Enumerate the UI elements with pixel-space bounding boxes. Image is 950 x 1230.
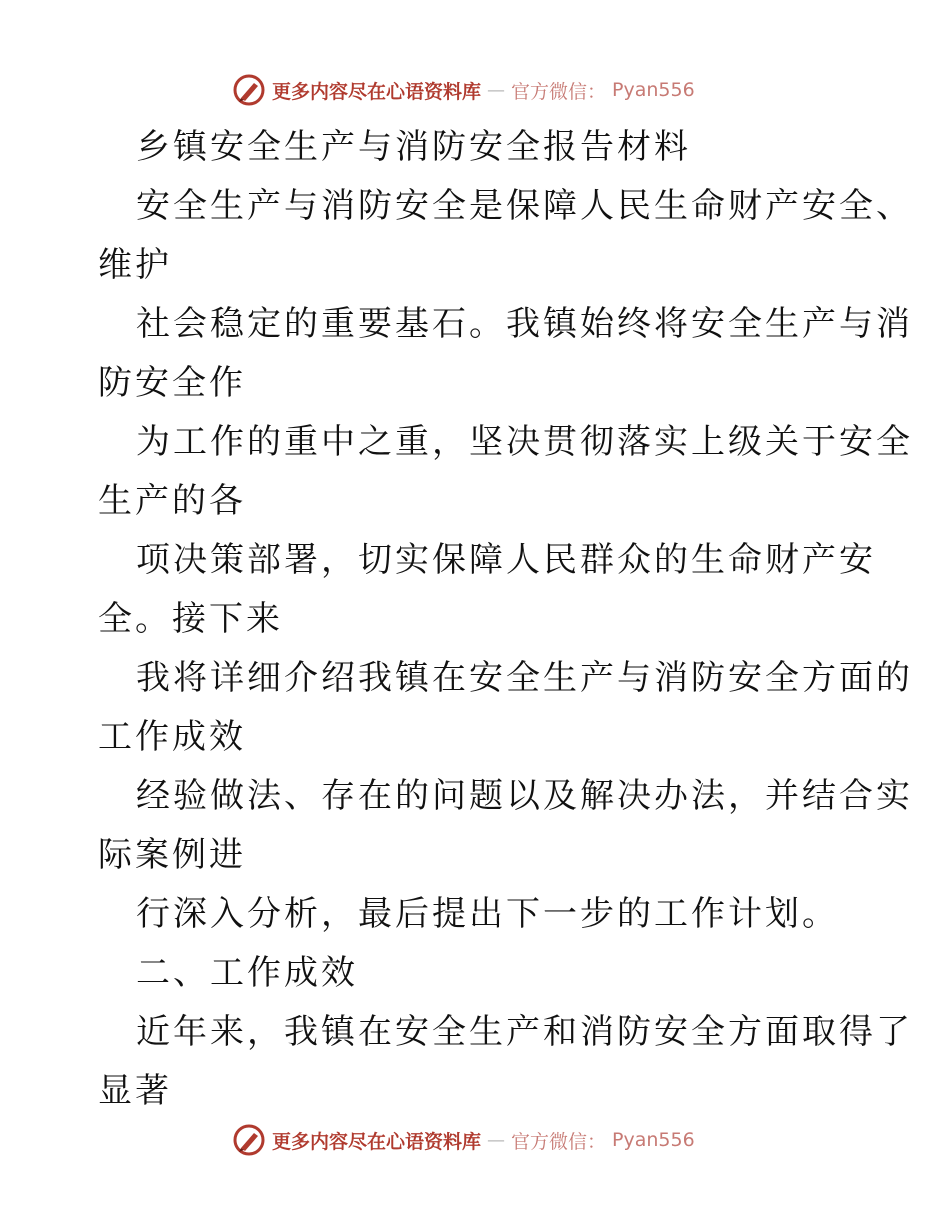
document-body (98, 118, 913, 1121)
watermark-brand: 更多内容尽在心语资料库 (272, 80, 482, 103)
paragraph-line: 防安全作 (98, 363, 246, 403)
watermark-wechat-id: Pyan556 (612, 79, 695, 101)
paragraph-line: 为工作的重中之重，坚决贯彻落实上级关于安全 (136, 422, 913, 462)
paragraph-line: 显著 (98, 1071, 172, 1111)
section-heading: 二、工作成效 (136, 953, 358, 993)
pen-logo-icon (232, 1123, 266, 1157)
paragraph-line: 近年来，我镇在安全生产和消防安全方面取得了 (136, 1012, 913, 1052)
header-watermark (232, 72, 695, 108)
paragraph-line: 全。接下来 (98, 599, 283, 639)
paragraph-line: 生产的各 (98, 481, 246, 521)
doc-title: 乡镇安全生产与消防安全报告材料 (136, 127, 691, 167)
paragraph-line: 我将详细介绍我镇在安全生产与消防安全方面的 (136, 658, 913, 698)
paragraph-line: 维护 (98, 245, 172, 285)
watermark-channel: 官方微信： (511, 1130, 607, 1153)
pen-logo-icon (232, 73, 266, 107)
footer-watermark (232, 1122, 695, 1158)
paragraph-line: 社会稳定的重要基石。我镇始终将安全生产与消 (136, 304, 913, 344)
paragraph-line: 工作成效 (98, 717, 246, 757)
watermark-brand: 更多内容尽在心语资料库 (272, 1130, 482, 1153)
watermark-wechat-id: Pyan556 (612, 1129, 695, 1151)
paragraph-line: 项决策部署，切实保障人民群众的生命财产安 (136, 540, 876, 580)
paragraph-line: 经验做法、存在的问题以及解决办法，并结合实 (136, 776, 913, 816)
paragraph-line: 安全生产与消防安全是保障人民生命财产安全、 (136, 186, 913, 226)
watermark-channel: 官方微信： (511, 80, 607, 103)
paragraph-line: 际案例进 (98, 835, 246, 875)
watermark-separator: — (487, 79, 506, 101)
paragraph-line: 行深入分析，最后提出下一步的工作计划。 (136, 894, 839, 934)
watermark-separator: — (487, 1129, 506, 1151)
